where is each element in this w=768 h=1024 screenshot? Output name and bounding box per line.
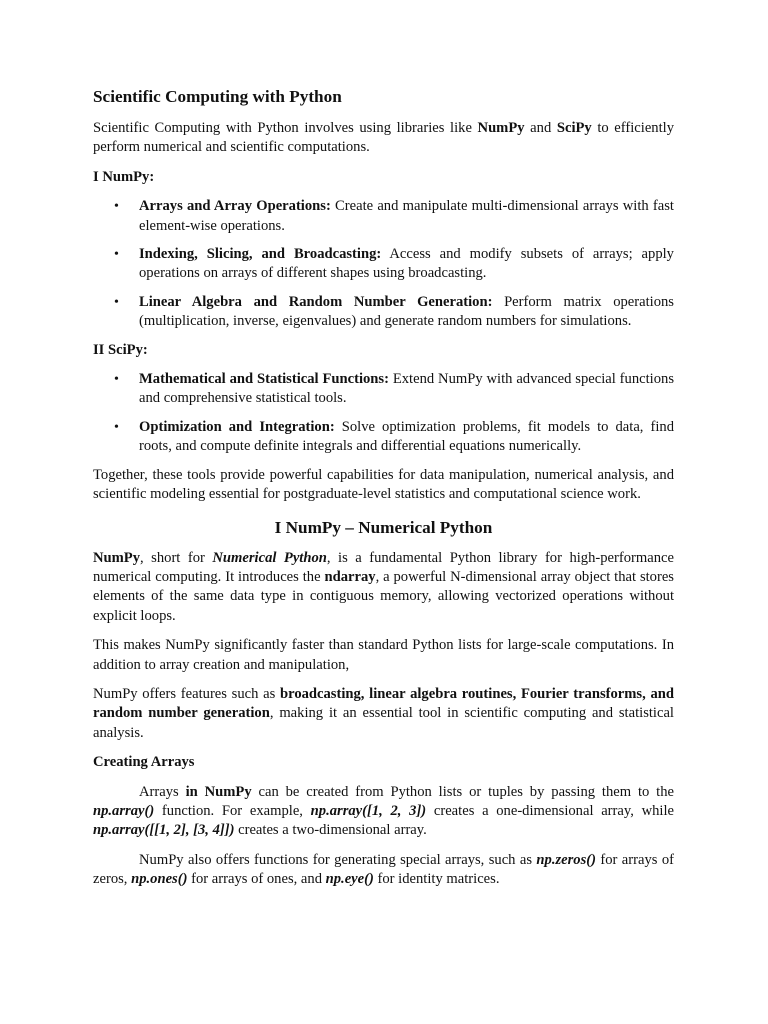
numpy-paragraph bbox=[93, 549, 674, 627]
scipy-label: II SciPy: bbox=[93, 341, 148, 358]
together-paragraph: Together, these tools provide powerful capabilities for data manipulation, numerical analysis, and scientific modeling essential for postgraduate-level statistics and computational science work. bbox=[93, 466, 674, 503]
numpy-label: I NumPy: bbox=[93, 168, 155, 185]
creating-text-4: creates a one-dimensional array, while bbox=[426, 802, 674, 819]
special-arrays-paragraph bbox=[93, 851, 674, 890]
code-np-ones: np.ones() bbox=[131, 871, 188, 888]
creating-text-5: creates a two-dimensional array. bbox=[234, 822, 427, 839]
creating-text-2: can be created from Python lists or tuples by passing them to the bbox=[251, 783, 674, 800]
bullet-icon: • bbox=[114, 199, 119, 215]
section-heading: I NumPy – Numerical Python bbox=[274, 517, 493, 537]
document-body bbox=[93, 86, 674, 900]
code-np-array-1d: np.array([1, 2, 3]) bbox=[310, 802, 427, 819]
list-item bbox=[93, 418, 674, 457]
creating-bold: in NumPy bbox=[185, 783, 252, 800]
list-item-text: Perform matrix operations (multiplication, inverse, eigenvalues) and generate random numbers for simulations. bbox=[139, 293, 674, 330]
list-item bbox=[93, 197, 674, 236]
special-text-3: for arrays of ones, and bbox=[187, 871, 326, 888]
numpy-term: NumPy bbox=[93, 549, 141, 566]
features-paragraph bbox=[93, 685, 674, 743]
intro-text-3: to efficiently perform numerical and scientific computations. bbox=[93, 120, 674, 156]
intro-text-2: and bbox=[524, 120, 557, 136]
special-text-4: for identity matrices. bbox=[373, 871, 500, 888]
faster-paragraph: This makes NumPy significantly faster than standard Python lists for large-scale computations. In addition to array creation and manipulation, bbox=[93, 637, 674, 673]
intro-numpy: NumPy bbox=[477, 120, 525, 136]
list-item-text: Access and modify subsets of arrays; apply operations on arrays of different shapes using broadcasting. bbox=[139, 246, 674, 282]
list-item-head: Linear Algebra and Random Number Generation: bbox=[139, 293, 493, 310]
numpy-text-2: , is a fundamental Python library for high-performance numerical computing. It introduces the bbox=[93, 549, 674, 585]
intro-paragraph bbox=[93, 119, 674, 158]
special-text-1: NumPy also offers functions for generating special arrays, such as bbox=[139, 851, 537, 868]
code-np-zeros: np.zeros() bbox=[536, 851, 596, 868]
scipy-list bbox=[93, 370, 674, 457]
code-np-eye: np.eye() bbox=[325, 871, 374, 888]
numerical-python-term: Numerical Python bbox=[212, 549, 327, 566]
code-np-array-2d: np.array([[1, 2], [3, 4]]) bbox=[93, 822, 235, 839]
list-item-head: Mathematical and Statistical Functions: bbox=[139, 371, 389, 388]
features-text-2: , making it an essential tool in scientific computing and statistical analysis. bbox=[93, 705, 674, 741]
bullet-icon: • bbox=[114, 419, 119, 435]
list-item-head: Optimization and Integration: bbox=[139, 418, 335, 435]
intro-text-1: Scientific Computing with Python involves using libraries like bbox=[93, 120, 478, 136]
creating-text-1: Arrays bbox=[139, 783, 186, 800]
bullet-icon: • bbox=[114, 294, 119, 310]
numpy-text-1: , short for bbox=[140, 549, 213, 566]
special-text-2: for arrays of zeros, bbox=[93, 851, 674, 888]
bullet-icon: • bbox=[114, 247, 119, 263]
list-item bbox=[93, 293, 674, 332]
list-item bbox=[93, 370, 674, 409]
list-item bbox=[93, 245, 674, 284]
creating-paragraph bbox=[93, 783, 674, 841]
page-title: Scientific Computing with Python bbox=[93, 87, 342, 106]
list-item-text: Create and manipulate multi-dimensional arrays with fast element-wise operations. bbox=[139, 198, 674, 234]
numpy-list bbox=[93, 197, 674, 331]
list-item-text: Extend NumPy with advanced special functions and comprehensive statistical tools. bbox=[139, 371, 674, 407]
list-item-head: Indexing, Slicing, and Broadcasting: bbox=[139, 246, 382, 263]
creating-arrays-label: Creating Arrays bbox=[93, 754, 195, 771]
code-np-array: np.array() bbox=[93, 802, 155, 819]
bullet-icon: • bbox=[114, 372, 119, 388]
features-bold: broadcasting, linear algebra routines, Fourier transforms, and random number generation bbox=[93, 685, 674, 722]
features-text-1: NumPy offers features such as bbox=[93, 685, 280, 702]
creating-text-3: function. For example, bbox=[154, 802, 311, 819]
list-item-head: Arrays and Array Operations: bbox=[139, 198, 331, 215]
list-item-text: Solve optimization problems, fit models to data, find roots, and compute definite integrals and differential equations numerically. bbox=[139, 418, 674, 455]
intro-scipy: SciPy bbox=[556, 120, 592, 136]
ndarray-term: ndarray bbox=[324, 568, 376, 585]
numpy-text-3: , a powerful N-dimensional array object that stores elements of the same data type in contiguous memory, allowing vectorized operations without explicit loops. bbox=[93, 568, 674, 624]
